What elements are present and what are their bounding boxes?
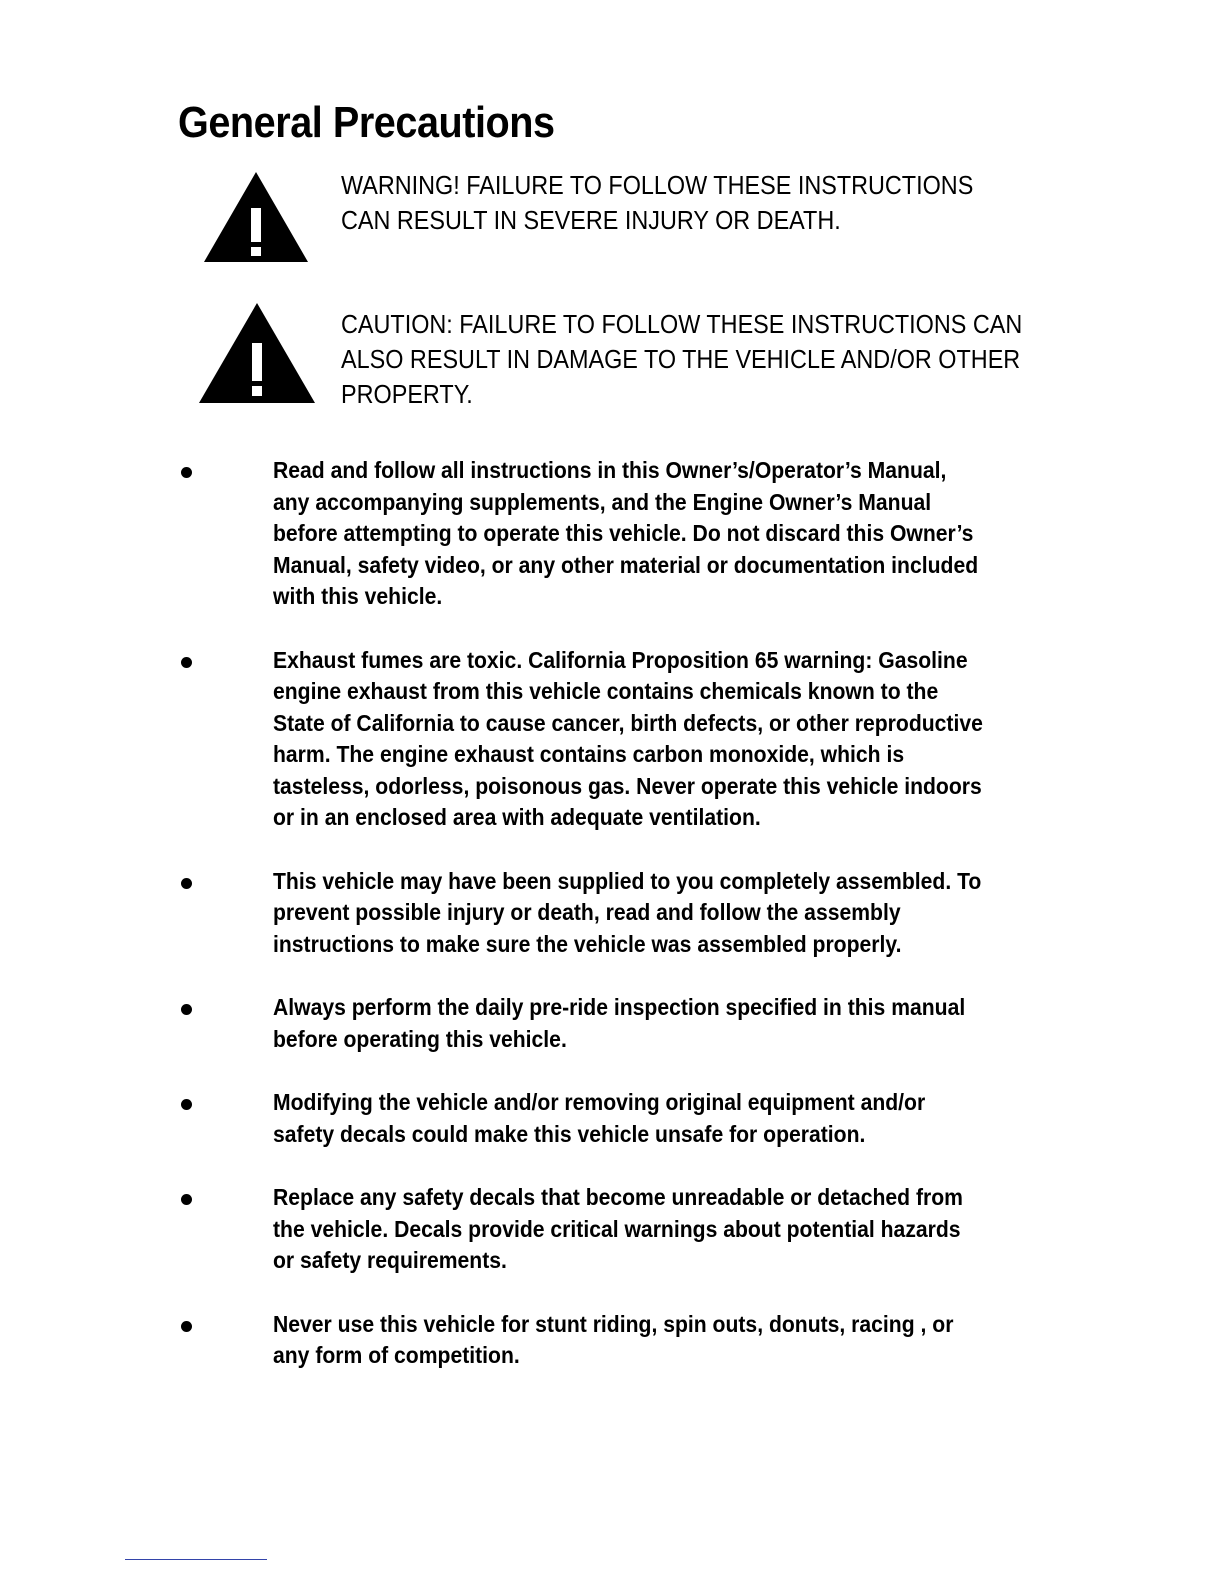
list-item [0, 866, 1224, 961]
list-item [0, 645, 1224, 834]
list-item [0, 455, 1224, 613]
list-item-text: Replace any safety decals that become unreadable or detached from the vehicle. Decals provide critical warnings about potential hazards or safety requirements. [273, 1184, 963, 1273]
bullet-icon [181, 1321, 192, 1332]
bullet-icon [181, 657, 192, 668]
list-item [0, 1087, 1224, 1150]
caution-text: CAUTION: FAILURE TO FOLLOW THESE INSTRUCTIONS CAN ALSO RESULT IN DAMAGE TO THE VEHICLE AND/OR OTHER PROPERTY. [341, 309, 1023, 409]
bullet-icon [181, 1194, 192, 1205]
caution-triangle-icon [199, 303, 315, 403]
bullet-icon [181, 467, 192, 478]
bullet-icon [181, 878, 192, 889]
list-item-text: Read and follow all instructions in this Owner’s/Operator’s Manual, any accompanying supplements, and the Engine Owner’s Manual before attempting to operate this vehicle. Do not discard this Owner’s Manual, safety video, or any other material or documentation included with this vehicle. [273, 457, 979, 609]
warning-text: WARNING! FAILURE TO FOLLOW THESE INSTRUCTIONS CAN RESULT IN SEVERE INJURY OR DEATH. [341, 170, 974, 235]
list-item-text: Exhaust fumes are toxic. California Proposition 65 warning: Gasoline engine exhaust from this vehicle contains chemicals known to the State of California to cause cancer, birth defects, or other reproductive harm. The engine exhaust contains carbon monoxide, which is tasteless, odorless, poisonous gas. Never operate this vehicle indoors or in an enclosed area with adequate ventilation. [273, 646, 983, 830]
list-item-text: Modifying the vehicle and/or removing original equipment and/or safety decals could make this vehicle unsafe for operation. [273, 1089, 926, 1147]
bullet-icon [181, 1004, 192, 1015]
list-item-text: This vehicle may have been supplied to you completely assembled. To prevent possible injury or death, read and follow the assembly instructions to make sure the vehicle was assembled properly. [273, 867, 982, 957]
list-item-text: Always perform the daily pre-ride inspection specified in this manual before operating this vehicle. [273, 994, 966, 1052]
bullet-icon [181, 1099, 192, 1110]
list-item-text: Never use this vehicle for stunt riding, spin outs, donuts, racing , or any form of competition. [273, 1310, 954, 1368]
list-item [0, 1182, 1224, 1277]
footer-divider [125, 1559, 267, 1560]
list-item [0, 1309, 1224, 1372]
warning-triangle-icon [204, 172, 308, 262]
page-title: General Precautions [178, 98, 555, 147]
precautions-list [0, 455, 1224, 1404]
list-item [0, 992, 1224, 1055]
